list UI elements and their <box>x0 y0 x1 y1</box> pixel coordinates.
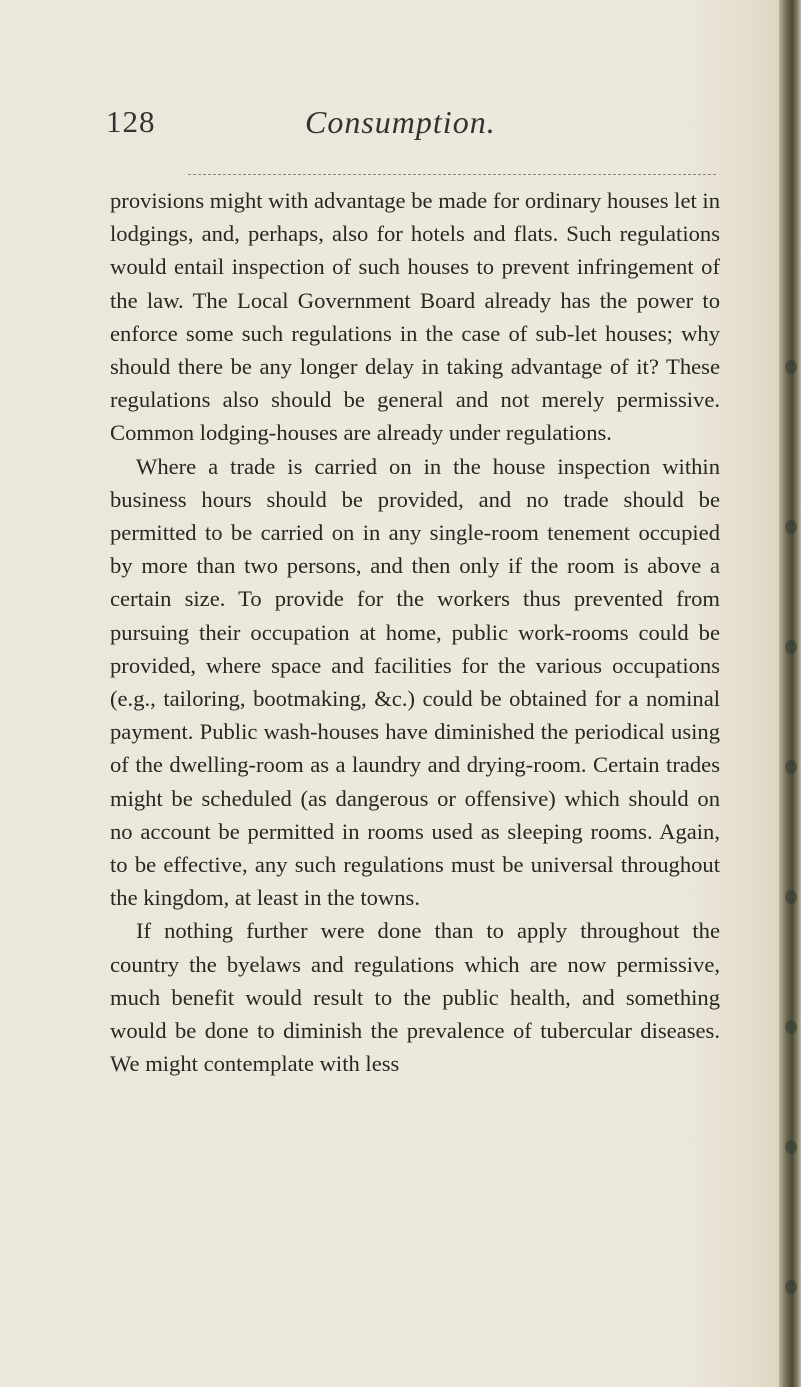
edge-mark <box>785 1140 797 1154</box>
paragraph-1: provisions might with advantage be made for ordinary houses let in lodgings, and, perhaps, also for hotels and flats. Such regulations would entail inspection of such houses to prevent infringement of the law. The Local Government Board already has the power to enforce some such regulations in the case of sub-let houses; why should there be any longer delay in taking advantage of it? These regulations also should be general and not merely permissive. Common lodging-houses are already under regulations. <box>110 188 720 446</box>
page-header <box>0 104 780 164</box>
header-rule <box>188 174 716 175</box>
edge-mark <box>785 1280 797 1294</box>
edge-mark <box>785 890 797 904</box>
running-title: Consumption. <box>305 104 496 140</box>
paragraph-2: Where a trade is carried on in the house inspection within business hours should be provided, and no trade should be permitted to be carried on in any single-room tenement occupied by more than two persons, and then only if the room is above a certain size. To provide for the workers thus prevented from pursuing their occupation at home, public work-rooms could be provided, where space and facilities for the various occupations (e.g., tailoring, bootmaking, &c.) could be obtained for a nominal payment. Public wash-houses have diminished the periodical using of the dwelling-room as a laundry and drying-room. Certain trades might be scheduled (as dangerous or offensive) which should on no account be permitted in rooms used as sleeping rooms. Again, to be effective, any such regulations must be universal throughout the kingdom, at least in the towns. <box>110 453 720 911</box>
page-number: 128 <box>106 104 156 139</box>
paragraph-3: If nothing further were done than to apply throughout the country the byelaws and regulations which are now permissive, much benefit would result to the public health, and something would be done to diminish the prevalence of tubercular diseases. We might contemplate with less <box>110 918 720 1077</box>
body-text <box>110 184 720 1080</box>
edge-mark <box>785 760 797 774</box>
edge-mark <box>785 360 797 374</box>
edge-mark <box>785 1020 797 1034</box>
edge-mark <box>785 640 797 654</box>
page-edge-shadow <box>779 0 801 1387</box>
edge-mark <box>785 520 797 534</box>
